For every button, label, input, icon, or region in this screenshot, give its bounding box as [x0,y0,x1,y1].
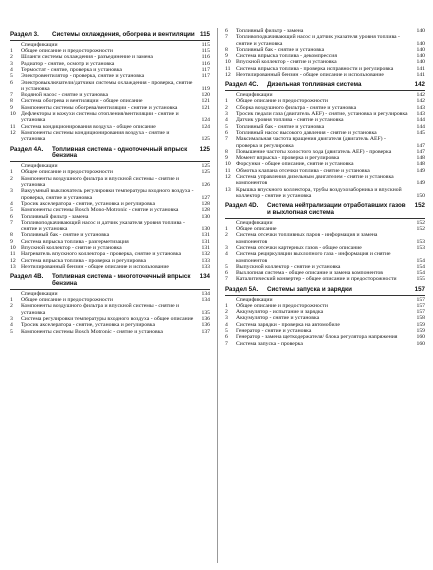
entry-page-number: 144 [416,123,425,130]
section-heading [10,32,210,39]
entry-title: Сборка воздушного фильтра - снятие и установка [236,104,357,111]
section-rule [10,289,210,290]
toc-entry [225,187,425,200]
entry-page-number: 142 [416,98,425,105]
entry-title: Шланги системы охлаждения - разъединение и замена [21,54,153,61]
entry-number: 11 [10,123,16,130]
entry-number: 6 [10,213,13,220]
entry-title: Топливный бак - снятие и установка [236,123,325,130]
entry-title: Спецификации [236,92,273,99]
entry-title: Аккумулятор - испытание и зарядка [236,309,324,316]
entry-page-number: 120 [201,92,210,99]
entry-title: Каталитический конвертер - общее описание и предосторожности [236,276,397,283]
entry-page-number: 148 [416,161,425,168]
section-heading [10,274,210,288]
section-label: Раздел 5А. [225,285,259,293]
entry-page-number: 143 [416,111,425,118]
entry-title: Спецификации [21,290,58,297]
section-page-number: 134 [199,273,210,281]
entry-page-number: 155 [416,276,425,283]
entry-title: Компоненты воздушного фильтра и впускной системы - снятие и установка [21,303,180,316]
entry-number: 3 [225,315,228,322]
section-title: Топливная система - многоточечный впрыск бензина [52,273,191,287]
entry-number: 10 [10,245,16,251]
entry-page-number: 149 [416,180,425,187]
entry-page-number: 127 [201,194,210,201]
entry-page-number: 141 [416,65,425,72]
entry-number: 7 [225,136,228,143]
entry-title: Аккумулятор - снятие и установка [236,315,320,322]
entry-number: 7 [225,340,228,347]
entry-page-number: 128 [201,200,210,207]
entry-title: Система впрыска топлива - проверка и регулировка [21,257,147,264]
entry-title: Спецификации [21,163,58,170]
toc-entry [10,130,210,143]
column-divider [217,28,218,563]
toc-entry [225,136,425,149]
entry-page-number: 157 [416,309,425,316]
section-label: Раздел 4С. [225,81,259,89]
entry-title: Термостат - снятие, проверка и установка [21,66,122,73]
entry-number: 8 [225,148,228,155]
entry-title: Неэтилированный бензин - общее описание и использование [236,72,384,79]
entry-number: 2 [225,232,228,239]
entry-page-number: 157 [416,302,425,309]
entry-number: 7 [225,276,228,283]
entry-page-number: 116 [201,60,210,67]
entry-page-number: 125 [201,163,210,170]
entry-title: Топливный насос высокого давления - снятие и установка [236,129,377,136]
entry-page-number: 130 [201,226,210,233]
entry-page-number: 115 [201,48,210,55]
entry-number: 4 [10,200,13,207]
entry-page-number: 133 [201,257,210,264]
entry-number: 1 [10,297,13,304]
entry-page-number: 152 [416,226,425,233]
toc-entry [10,264,210,270]
section-page-number: 157 [414,285,425,293]
section-rule [10,40,210,41]
entry-page-number: 134 [201,290,210,297]
entry-number: 12 [225,72,231,79]
entry-title: Нагреватель впускного коллектора - проверка, снятие и установка [21,251,182,258]
section-rule [225,218,425,219]
toc-column-right [225,28,425,347]
entry-title: Система отсечки картерных газов - общее описание [236,245,362,251]
toc-entry [10,188,210,201]
entry-page-number: 125 [201,169,210,176]
entry-title: Повышение частоты холостого хода (двигатель AEF) - проверка [236,148,392,155]
toc-entry [225,174,425,187]
entry-page-number: 154 [416,263,425,270]
entry-title: Впускной коллектор - снятие и установка [236,59,337,66]
entry-number: 2 [10,303,13,310]
section-label: Раздел 4В. [10,273,44,281]
entry-page-number: 158 [416,315,425,322]
entry-number: 10 [10,111,16,118]
entry-page-number: 135 [201,309,210,316]
toc-entry [10,176,210,189]
entry-number: 3 [225,111,228,118]
entry-page-number: 141 [416,72,425,79]
entry-title: Обмотка клапана отсечки топлива - снятие и установка [236,167,370,174]
toc-entry [225,276,425,282]
entry-page-number: 116 [201,54,210,61]
section-title: Дизельная топливная система [267,81,362,89]
entry-title: Система кондиционирования воздуха - общее описание [21,123,156,130]
entry-page-number: 159 [416,328,425,335]
entry-title: Система впрыска топлива - проверка исправности и регулировка [236,65,394,72]
entry-title: Крышка впускного коллектора, трубы воздухозаборника и впускной коллектор - снятие и установка [236,186,402,199]
entry-title: Спецификации [236,219,273,226]
entry-number: 4 [10,322,13,329]
entry-page-number: 154 [416,257,425,264]
entry-number: 8 [225,46,228,53]
entry-title: Впускной коллектор - снятие и установка [21,245,122,251]
entry-title: Максимальная частота вращения двигателя (двигатель AEF) - проверка и регулировка [236,136,386,149]
toc-entry [225,72,425,78]
toc-entry [225,34,425,47]
entry-page-number: 154 [416,270,425,277]
entry-page-number: 117 [201,73,210,80]
entry-page-number: 140 [416,40,425,47]
entry-page-number: 153 [416,245,425,251]
entry-page-number: 115 [201,41,210,48]
entry-page-number: 140 [416,59,425,66]
entry-title: Компоненты системы Bosch Motronic - снятие и установка [21,328,163,335]
section-title: Системы охлаждения, обогрева и вентиляции [52,31,195,38]
entry-number: 10 [225,161,231,168]
entry-title: Неэтилированный бензин - общее описание и использование [21,263,169,270]
entry-number: 5 [10,73,13,80]
entry-number: 2 [10,54,13,61]
entry-title: Система впрыска топлива - разгерметизация [21,238,129,245]
entry-number: 7 [10,92,13,99]
entry-title: Топливный фильтр - замена [21,213,89,220]
entry-page-number: 144 [416,117,425,124]
entry-page-number: 160 [416,334,425,341]
entry-page-number: 126 [201,182,210,189]
entry-title: Система рециркуляции выхлопного газа - информация и снятие компонентов [236,251,391,264]
entry-number: 4 [225,117,228,124]
entry-number: 3 [10,60,13,67]
section-rule [225,295,425,296]
entry-title: Генератор - замена щеткодержателя/ блока регулятора напряжения [236,334,398,341]
entry-number: 1 [225,302,228,309]
entry-number: 6 [225,270,228,277]
entry-page-number: 159 [416,321,425,328]
toc-entry [225,232,425,245]
toc-column-left [10,28,210,335]
entry-number: 7 [10,219,13,226]
entry-number: 13 [225,186,231,193]
entry-number: 13 [10,263,16,270]
entry-title: Топливоподкачивающий насос и датчик указателя уровня топлива - снятие и установка [21,219,185,233]
section-label: Раздел 4А. [10,145,44,153]
entry-title: Вакуумный выключатель регулировки температуры входного воздуха - проверка, снятие и установка [21,188,194,201]
entry-page-number: 157 [416,296,425,303]
entry-title: Спецификации [236,296,273,303]
entry-title: Система впрыска топлива - декомпрессия [236,53,337,60]
entry-title: Водяной насос - снятие и установка [21,92,109,99]
section-heading [225,287,425,294]
entry-title: Общее описание и предосторожности [21,297,113,304]
entry-number: 6 [225,28,228,34]
entry-number: 8 [10,232,13,239]
entry-page-number: 130 [201,213,210,220]
entry-title: Система управления дизельным двигателем - снятие и установка компонентов [236,174,394,187]
entry-number: 1 [225,226,228,233]
entry-page-number: 132 [201,251,210,258]
entry-page-number: 131 [201,238,210,245]
entry-number: 5 [225,328,228,335]
entry-page-number: 152 [416,219,425,226]
entry-page-number: 150 [416,192,425,199]
entry-title: Компоненты системы обогрева/вентиляции - снятие и установка [21,104,178,111]
entry-title: Спецификации [21,41,58,48]
entry-page-number: 147 [416,148,425,155]
entry-page-number: 128 [201,207,210,214]
toc-entry [225,251,425,264]
entry-number: 2 [225,309,228,316]
entry-title: Топливный бак - снятие и установка [236,46,325,53]
entry-number: 11 [225,65,231,72]
entry-title: Общее описание и предосторожности [236,302,328,309]
toc-entry [10,220,210,233]
entry-title: Общее описание и предосторожности [236,98,328,105]
entry-title: Общее описание [236,226,277,233]
section-heading [225,82,425,89]
section-title: Система нейтрализации отработавших газов и выхлопная система [267,202,406,217]
entry-page-number: 160 [416,340,425,347]
entry-title: Форсунки - общее описание, снятие и установка [236,161,354,168]
entry-title: Общее описание и предосторожности [21,48,113,55]
entry-number: 12 [10,129,16,136]
entry-number: 9 [10,104,13,111]
entry-number: 5 [10,207,13,214]
toc-entry [10,303,210,316]
section-rule [10,161,210,162]
toc-entry [10,111,210,124]
entry-number: 10 [225,59,231,66]
entry-title: Тросик педали газа (двигатель AEF) - снятие, установка и регулировка [236,111,408,118]
section-title: Топливная система - одноточечный впрыск бензина [52,145,188,160]
entry-title: Электровыключатели/датчики системы охлаждения - проверка, снятие и установка [21,79,193,92]
toc-entry [10,80,210,93]
entry-title: Компоненты системы Bosch Mono-Motronic - снятие и установка [21,207,179,214]
entry-page-number: 148 [416,155,425,162]
entry-title: Система запуска - проверка [236,340,303,347]
entry-title: Момент впрыска - проверка и регулировка [236,155,340,162]
entry-page-number: 136 [201,322,210,329]
entry-title: Общее описание и предосторожности [21,169,113,176]
entry-number: 3 [225,245,228,251]
entry-title: Тросик акселератора - снятие, установка и регулировка [21,200,155,207]
entry-number: 6 [225,334,228,341]
entry-number: 7 [225,34,228,41]
entry-title: Выхлопная система - общее описание и замена компонентов [236,270,383,277]
entry-number: 6 [225,129,228,136]
entry-number: 11 [10,251,16,258]
entry-title: Выпускной коллектор - снятие и установка [236,263,341,270]
entry-number: 11 [225,167,231,174]
entry-number: 1 [10,48,13,55]
entry-page-number: 149 [416,167,425,174]
entry-page-number: 131 [201,245,210,251]
entry-title: Электровентилятор - проверка, снятие и установка [21,73,145,80]
entry-number: 1 [225,98,228,105]
entry-number: 8 [10,98,13,105]
entry-title: Топливный бак - снятие и установка [21,232,110,239]
entry-title: Топливоподкачивающий насос и датчик указателя уровня топлива - снятие и установка [236,34,400,47]
toc-entry [225,341,425,347]
entry-page-number: 140 [416,53,425,60]
section-page-number: 152 [414,202,425,210]
section-page-number: 142 [414,81,425,89]
entry-title: Топливный фильтр - замена [236,28,304,34]
entry-number: 9 [225,53,228,60]
entry-page-number: 153 [416,238,425,245]
section-page-number: 115 [200,31,210,38]
entry-page-number: 147 [416,142,425,149]
entry-number: 3 [10,188,13,195]
section-page-number: 125 [199,145,210,153]
entry-number: 5 [225,123,228,130]
entry-title: Генератор - снятие и установка [236,328,312,335]
entry-title: Тросик акселератора - снятие, установка и регулировка [21,322,155,329]
entry-title: Система обогрева и вентиляции - общее описание [21,98,143,105]
section-heading [225,203,425,217]
entry-page-number: 131 [201,232,210,239]
entry-title: Система регулировки температуры входного воздуха - общее описание [21,315,194,322]
entry-page-number: 119 [201,85,210,92]
entry-page-number: 140 [416,46,425,53]
entry-title: Датчик уровня топлива - снятие и установка [236,117,344,124]
entry-page-number: 124 [201,123,210,130]
entry-page-number: 136 [201,315,210,322]
entry-page-number: 121 [201,104,210,111]
entry-number: 4 [225,321,228,328]
entry-number: 4 [10,66,13,73]
entry-number: 2 [225,104,228,111]
entry-number: 5 [225,263,228,270]
entry-title: Система зарядки - проверка на автомобиле [236,321,340,328]
entry-title: Компоненты воздушного фильтра и впускной системы - снятие и установка [21,175,180,189]
entry-number: 9 [225,155,228,162]
entry-page-number: 134 [201,297,210,304]
entry-number: 9 [10,238,13,245]
entry-page-number: 142 [416,92,425,99]
entry-number: 5 [10,328,13,335]
entry-number: 2 [10,175,13,182]
entry-number: 6 [10,79,13,86]
entry-title: Компоненты системы кондиционирования воздуха - снятие и установка [21,129,170,143]
entry-title: Система отсечки топливных паров - информация и замена компонентов [236,232,378,245]
toc-entry [10,329,210,335]
entry-page-number: 137 [201,328,210,335]
entry-number: 3 [10,315,13,322]
entry-page-number: 133 [201,263,210,270]
entry-page-number: 121 [201,98,210,105]
entry-page-number: 124 [201,117,210,124]
entry-page-number: 145 [416,129,425,136]
entry-page-number: 140 [416,28,425,34]
entry-title: Дефлекторы и кожухи системы отопления/вентиляции - снятие и установка [21,111,179,124]
entry-page-number: 117 [201,66,210,73]
entry-number: 4 [225,251,228,258]
section-heading [10,147,210,161]
entry-number: 1 [10,169,13,176]
entry-number: 12 [10,257,16,264]
entry-title: Радиатор - снятие, осмотр и установка [21,60,115,67]
section-title: Системы запуска и зарядки [267,285,352,293]
entry-page-number: 125 [201,136,210,143]
section-label: Раздел 4D. [225,202,259,210]
section-label: Раздел 3. [10,31,39,38]
entry-page-number: 143 [416,104,425,111]
entry-number: 12 [225,174,231,181]
